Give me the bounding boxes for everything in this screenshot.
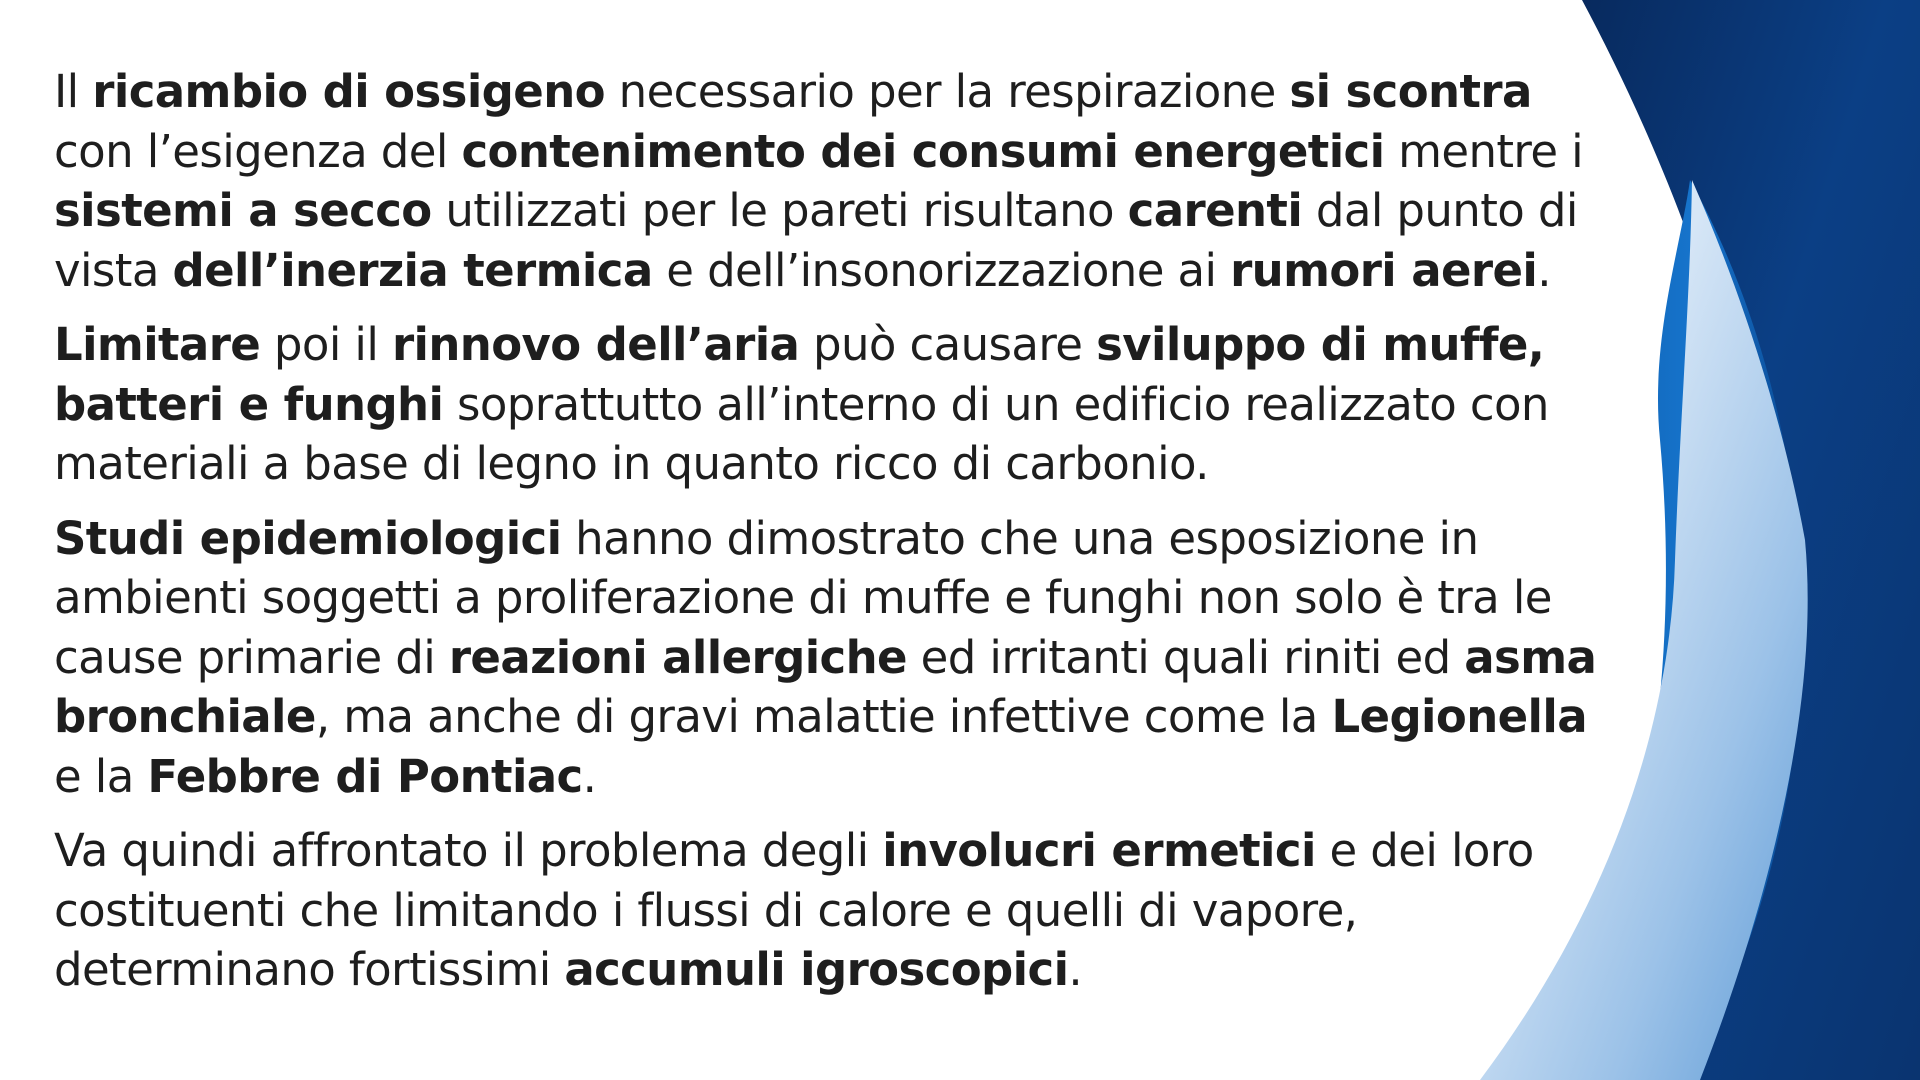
emphasized-text: asma bronchiale [54,630,1597,743]
body-text: dal punto di vista [54,184,1578,297]
body-text: mentre i [1384,124,1584,178]
body-text: e dei loro costituenti che limitando i flussi di calore e quelli di vapore, determinano fortissimi [54,824,1534,996]
paragraph-3 [54,509,1614,807]
body-text: soprattutto all’interno di un edificio realizzato con materiali a base di legno in quanto ricco di carbonio. [54,377,1549,490]
body-text: Va quindi affrontato il problema degli [54,824,883,877]
body-text: e la [54,749,148,803]
emphasized-text: Febbre di Pontiac [147,749,583,803]
paragraph-1 [54,62,1614,300]
body-text: necessario per la respirazione [604,65,1290,118]
emphasized-text: si scontra [1289,65,1532,118]
emphasized-text: Limitare [54,318,261,371]
emphasized-text: involucri ermetici [882,824,1316,877]
paragraph-4 [54,821,1614,1000]
emphasized-text: rumori aerei [1230,243,1538,297]
slide-body-text [54,62,1614,1015]
body-text: e dell’insonorizzazione ai [652,243,1231,297]
body-text: con l’esigenza del [54,124,462,178]
emphasized-text: contenimento dei consumi energetici [461,124,1385,178]
body-text: hanno dimostrato che una esposizione in ambienti soggetti a proliferazione di muffe e funghi non solo è tra le cause primarie di [54,511,1552,684]
body-text: utilizzati per le pareti risultano [431,184,1128,237]
body-text: Il [54,65,93,118]
emphasized-text: reazioni allergiche [448,630,907,684]
emphasized-text: Studi epidemiologici [54,511,562,565]
body-text: . [582,749,597,803]
body-text: . [1068,943,1083,996]
body-text: poi il [260,318,392,371]
emphasized-text: sviluppo di muffe, batteri e funghi [54,318,1545,431]
emphasized-text: carenti [1127,184,1303,237]
emphasized-text: Legionella [1331,690,1587,743]
emphasized-text: dell’inerzia termica [172,243,653,297]
emphasized-text: accumuli igroscopici [564,943,1069,996]
body-text: ed irritanti quali riniti ed [906,630,1465,684]
body-text: può causare [799,318,1097,371]
body-text: . [1537,243,1551,297]
emphasized-text: sistemi a secco [54,184,432,237]
emphasized-text: rinnovo dell’aria [391,318,800,371]
emphasized-text: ricambio di ossigeno [92,65,605,118]
body-text: , ma anche di gravi malattie infettive come la [315,690,1332,743]
paragraph-2 [54,315,1614,494]
